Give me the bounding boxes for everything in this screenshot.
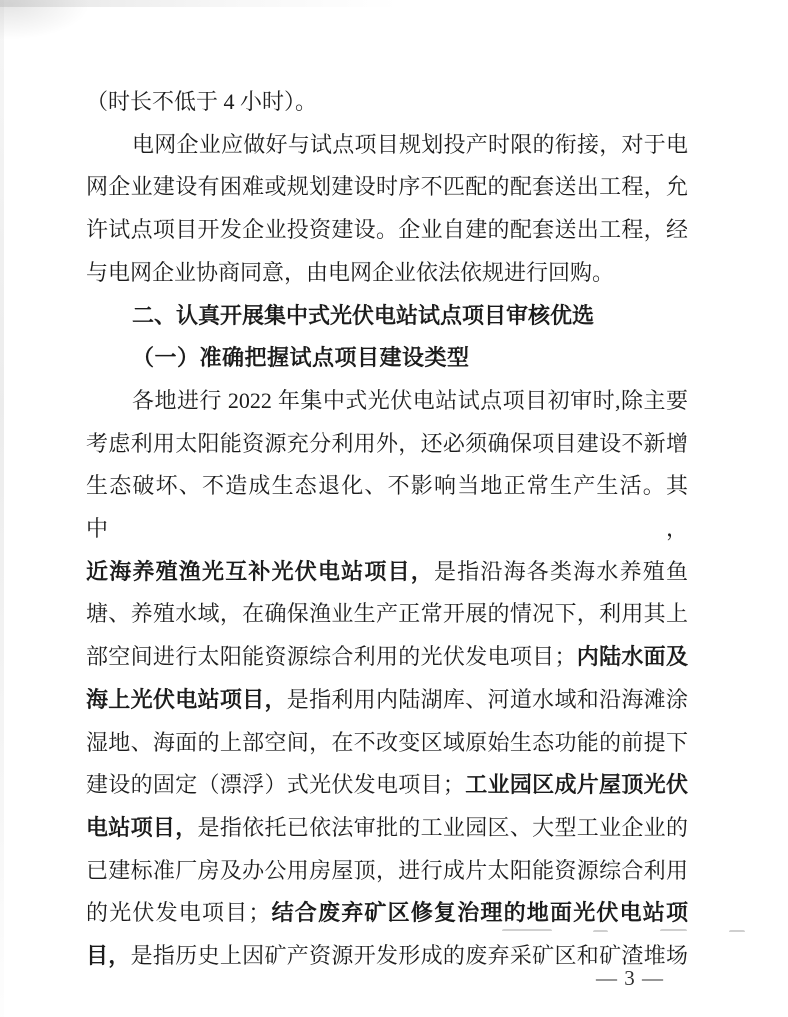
subsection-heading (86, 337, 688, 380)
section-heading (86, 295, 688, 338)
body-line (86, 465, 688, 550)
document-content (86, 81, 688, 978)
page-number-footer (0, 966, 788, 991)
emphasized-text-run: 结合废弃矿区修复治理的地面光伏电站项 (270, 900, 688, 926)
text-run: 塘、养殖水域，在确保渔业生产正常开展的情况下，利用其上 (86, 601, 688, 627)
text-run: 是指依托已依法审批的工业园区、大型工业企业的 (197, 814, 688, 840)
text-run: 建设的固定（漂浮）式光伏发电项目； (86, 772, 465, 798)
text-run: （时长不低于 4 小时）。 (86, 89, 318, 114)
body-line (86, 892, 688, 935)
body-line (86, 593, 688, 636)
emphasized-text-run: 目， (86, 943, 131, 969)
body-line (86, 124, 688, 167)
text-run: 与电网企业协商同意，由电网企业依法依规进行回购。 (86, 259, 615, 285)
emphasized-text-run: 二、认真开展集中式光伏电站试点项目审核优选 (132, 302, 595, 328)
body-line (86, 380, 688, 423)
text-run: 湿地、海面的上部空间，在不改变区域原始生态功能的前提下 (86, 729, 688, 755)
text-run: 电网企业应做好与试点项目规划投产时限的衔接，对于电 (132, 131, 688, 157)
body-line (86, 166, 688, 209)
body-line (86, 764, 688, 807)
emphasized-text-run: （一）准确把握试点项目建设类型 (132, 345, 470, 371)
emphasized-text-run: 内陆水面及 (576, 644, 688, 670)
text-run: 已建标准厂房及办公用房屋顶，进行成片太阳能资源综合利用 (86, 857, 688, 883)
scan-artifact (0, 0, 90, 40)
text-run: 是指历史上因矿产资源开发形成的废弃采矿区和矿渣堆场 (130, 943, 688, 969)
emphasized-text-run: 工业园区成片屋顶光伏 (464, 772, 688, 798)
body-line (86, 636, 688, 679)
text-run: 考虑利用太阳能资源充分利用外，还必须确保项目建设不新增 (86, 430, 688, 456)
emphasized-text-run: 近海养殖渔光互补光伏电站项目， (86, 558, 434, 584)
text-run: 各地进行 2022 年集中式光伏电站试点项目初审时,除主要 (132, 387, 688, 413)
scan-artifact (0, 0, 4, 1017)
body-line (86, 423, 688, 466)
body-line (86, 850, 688, 893)
text-run: 生态破坏、不造成生态退化、不影响当地正常生产生活。其中， (86, 473, 688, 542)
text-run: 许试点项目开发企业投资建设。企业自建的配套送出工程，经 (86, 217, 688, 243)
emphasized-text-run: 海上光伏电站项目， (86, 686, 287, 712)
emphasized-text-run: 电站项目， (86, 814, 198, 840)
body-line (86, 807, 688, 850)
scan-artifact (729, 930, 745, 937)
text-run: 是指沿海各类海水养殖鱼 (433, 558, 688, 584)
text-run: 是指利用内陆湖库、河道水域和沿海滩涂 (286, 686, 688, 712)
text-run: 网企业建设有困难或规划建设时序不匹配的配套送出工程，允 (86, 174, 688, 200)
body-line (86, 722, 688, 765)
body-line (86, 81, 688, 124)
body-line (86, 679, 688, 722)
text-run: 的光伏发电项目； (86, 900, 271, 926)
text-run: 部空间进行太阳能资源综合利用的光伏发电项目； (86, 644, 577, 670)
body-line (86, 551, 688, 594)
body-line (86, 209, 688, 252)
page-number: — 3 — (596, 966, 664, 990)
body-line (86, 252, 688, 295)
